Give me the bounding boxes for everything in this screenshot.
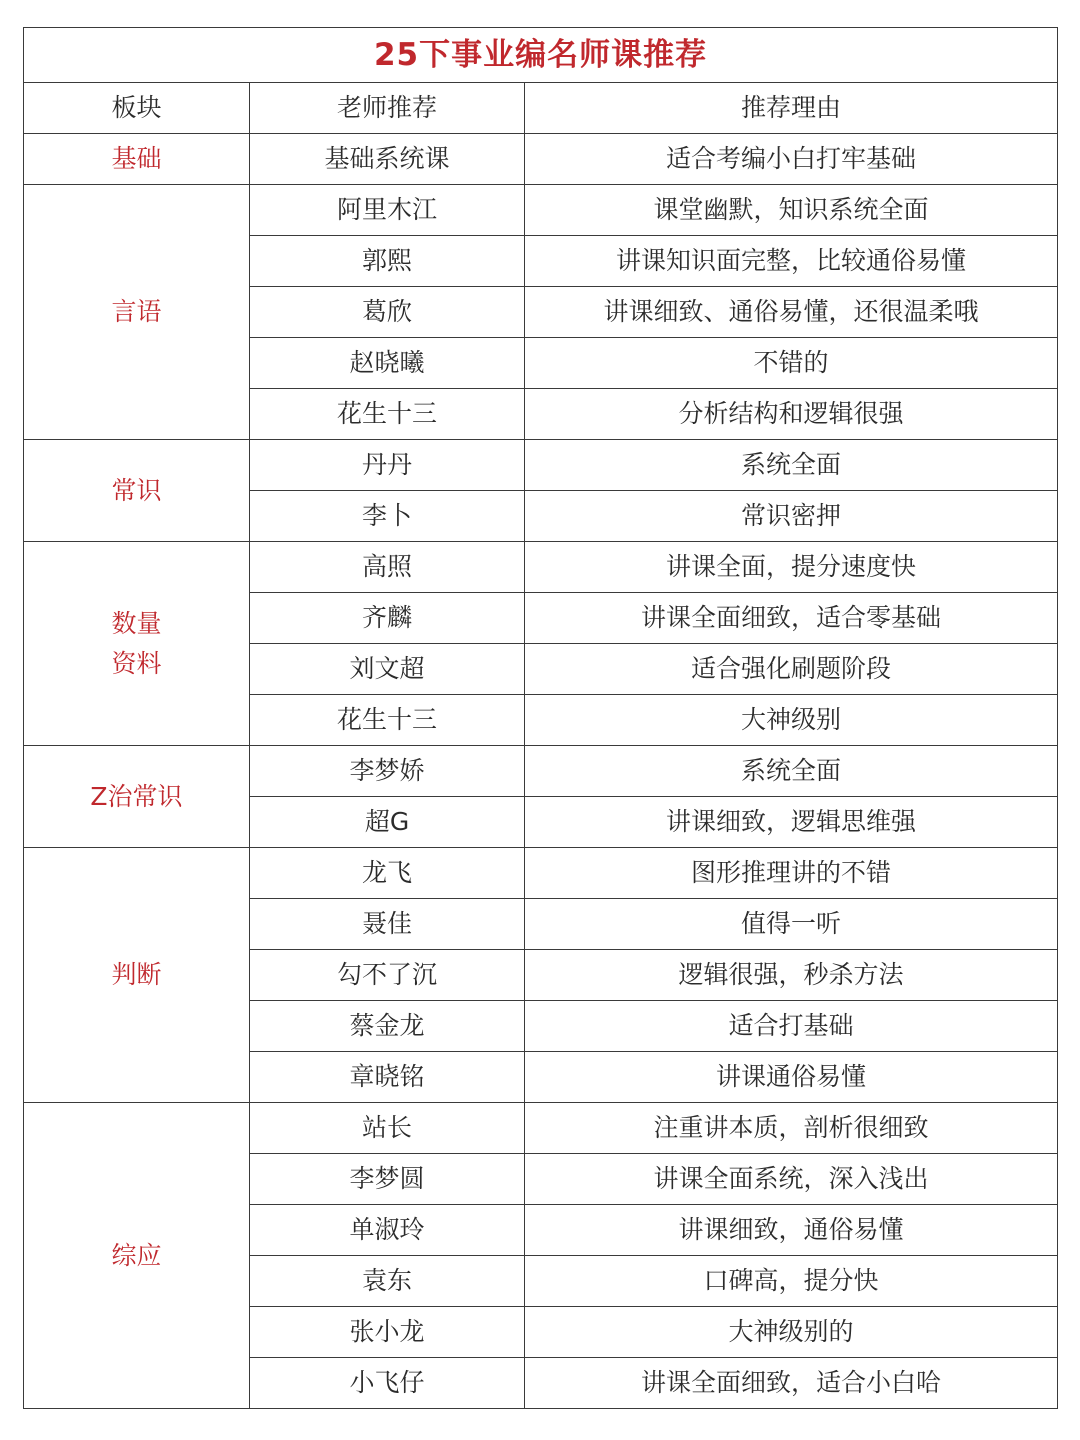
teacher-cell: 赵晓曦 [250, 338, 525, 389]
reason-cell: 常识密押 [525, 491, 1058, 542]
reason-cell: 适合考编小白打牢基础 [525, 134, 1058, 185]
section-label: 判断 [111, 960, 162, 989]
section-cell [24, 542, 250, 746]
reason-cell: 讲课细致，通俗易懂 [525, 1205, 1058, 1256]
teacher-cell: 丹丹 [250, 440, 525, 491]
teacher-cell: 基础系统课 [250, 134, 525, 185]
table-row [24, 746, 1058, 797]
table-row [24, 1103, 1058, 1154]
teacher-cell: 李梦娇 [250, 746, 525, 797]
table-row [24, 134, 1058, 185]
teacher-cell: 张小龙 [250, 1307, 525, 1358]
reason-cell: 适合强化刷题阶段 [525, 644, 1058, 695]
table-row [24, 440, 1058, 491]
teacher-cell: 刘文超 [250, 644, 525, 695]
reason-cell: 讲课全面，提分速度快 [525, 542, 1058, 593]
header-teacher: 老师推荐 [250, 83, 525, 134]
recommendation-table [23, 27, 1058, 1409]
section-label: 综应 [111, 1240, 162, 1270]
teacher-cell: 站长 [250, 1103, 525, 1154]
section-cell [24, 134, 250, 185]
section-cell [24, 746, 250, 848]
teacher-cell: 蔡金龙 [250, 1001, 525, 1052]
teacher-cell: 勾不了沉 [250, 950, 525, 1001]
teacher-cell: 聂佳 [250, 899, 525, 950]
header-section: 板块 [24, 83, 250, 134]
title-row [24, 28, 1058, 83]
teacher-cell: 高照 [250, 542, 525, 593]
reason-cell: 讲课细致、通俗易懂，还很温柔哦 [525, 287, 1058, 338]
reason-cell: 不错的 [525, 338, 1058, 389]
table-body [24, 134, 1058, 1409]
table-row [24, 542, 1058, 593]
header-reason: 推荐理由 [525, 83, 1058, 134]
teacher-cell: 阿里木江 [250, 185, 525, 236]
teacher-cell: 袁东 [250, 1256, 525, 1307]
reason-cell: 分析结构和逻辑很强 [525, 389, 1058, 440]
reason-cell: 讲课通俗易懂 [525, 1052, 1058, 1103]
reason-cell: 讲课知识面完整，比较通俗易懂 [525, 236, 1058, 287]
reason-cell: 值得一听 [525, 899, 1058, 950]
section-label: Z治常识 [90, 781, 183, 811]
teacher-cell: 章晓铭 [250, 1052, 525, 1103]
section-label: 基础 [111, 144, 162, 173]
teacher-cell: 郭熙 [250, 236, 525, 287]
section-label: 数量 资料 [111, 608, 162, 678]
reason-cell: 讲课全面细致，适合零基础 [525, 593, 1058, 644]
table-row [24, 848, 1058, 899]
section-cell [24, 440, 250, 542]
reason-cell: 图形推理讲的不错 [525, 848, 1058, 899]
reason-cell: 系统全面 [525, 746, 1058, 797]
reason-cell: 讲课全面系统，深入浅出 [525, 1154, 1058, 1205]
reason-cell: 逻辑很强，秒杀方法 [525, 950, 1058, 1001]
teacher-cell: 葛欣 [250, 287, 525, 338]
section-cell [24, 185, 250, 440]
teacher-cell: 花生十三 [250, 695, 525, 746]
teacher-cell: 龙飞 [250, 848, 525, 899]
teacher-cell: 超G [250, 797, 525, 848]
teacher-cell: 齐麟 [250, 593, 525, 644]
teacher-cell: 花生十三 [250, 389, 525, 440]
reason-cell: 大神级别 [525, 695, 1058, 746]
section-label: 言语 [111, 297, 162, 326]
teacher-cell: 李梦圆 [250, 1154, 525, 1205]
table-row [24, 185, 1058, 236]
reason-cell: 注重讲本质，剖析很细致 [525, 1103, 1058, 1154]
reason-cell: 讲课全面细致，适合小白哈 [525, 1358, 1058, 1409]
table-title: 25下事业编名师课推荐 [24, 28, 1058, 83]
reason-cell: 口碑高，提分快 [525, 1256, 1058, 1307]
reason-cell: 课堂幽默，知识系统全面 [525, 185, 1058, 236]
header-row [24, 83, 1058, 134]
section-label: 常识 [111, 475, 162, 505]
reason-cell: 讲课细致，逻辑思维强 [525, 797, 1058, 848]
teacher-cell: 小飞仔 [250, 1358, 525, 1409]
section-cell [24, 1103, 250, 1409]
reason-cell: 大神级别的 [525, 1307, 1058, 1358]
teacher-cell: 李卜 [250, 491, 525, 542]
reason-cell: 适合打基础 [525, 1001, 1058, 1052]
teacher-cell: 单淑玲 [250, 1205, 525, 1256]
section-cell [24, 848, 250, 1103]
reason-cell: 系统全面 [525, 440, 1058, 491]
